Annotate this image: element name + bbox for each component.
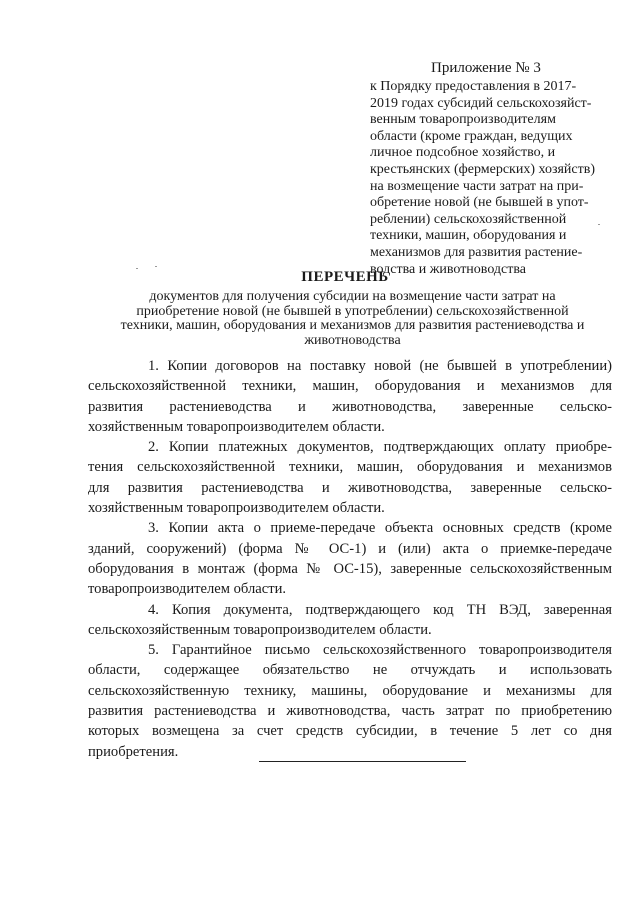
item-line: хозяйственным товаропроизводителем области.	[88, 500, 385, 517]
item-line: 4. Копия документа, подтверждающего код ТН ВЭД, заверенная	[148, 601, 612, 618]
document-title: ПЕРЕЧЕНЬ	[301, 269, 389, 285]
appendix-ref-line: техники, машин, оборудования и	[370, 228, 567, 244]
appendix-title: Приложение № 3	[431, 60, 541, 76]
subtitle-line: документов для получения субсидии на возмещение части затрат на	[149, 289, 556, 304]
subtitle-line: техники, машин, оборудования и механизмов для развития растениеводства и	[120, 318, 585, 333]
appendix-ref-line: механизмов для развития растение-	[370, 244, 583, 260]
item-line: зданий, сооружений) (форма № ОС-1) и (или) акта о приемке-передаче	[88, 540, 612, 557]
item-line: 3. Копии акта о приеме-передаче объекта основных средств (кроме	[148, 520, 612, 537]
closing-rule	[259, 761, 466, 762]
appendix-ref-line: области (кроме граждан, ведущих	[370, 128, 573, 144]
appendix-ref-line: на возмещение части затрат на при-	[370, 178, 584, 194]
item-line: сельскохозяйственную технику, машины, оборудование и механизмы для	[88, 682, 612, 699]
document-subtitle	[110, 290, 595, 348]
subtitle-line: приобретение новой (не бывшей в употреблении) сельскохозяйственной	[136, 303, 569, 319]
item-line: области, содержащее обязательство не отчуждать и использовать	[88, 662, 612, 679]
appendix-ref-line: к Порядку предоставления в 2017-	[370, 79, 577, 94]
item-line: тения сельскохозяйственной техники, машин, оборудования и механизмов	[88, 459, 612, 476]
item-line: сельскохозяйственной техники, машин, оборудования и механизмов для	[88, 378, 612, 395]
appendix-ref-line: личное подсобное хозяйство, и	[370, 145, 556, 161]
item-line: сельскохозяйственным товаропроизводителем области.	[88, 621, 432, 638]
appendix-ref-line: крестьянских (фермерских) хозяйств)	[370, 161, 596, 177]
item-line: оборудования в монтаж (форма № ОС-15), заверенные сельскохозяйственным	[88, 560, 612, 577]
list-item-5	[88, 640, 612, 762]
item-line: хозяйственным товаропроизводителем области.	[88, 418, 385, 435]
scan-speck	[155, 266, 157, 267]
document-body	[88, 356, 612, 762]
subtitle-line: животноводства	[304, 332, 401, 348]
appendix-ref-line: водства и животноводства	[370, 261, 527, 277]
item-line: 5. Гарантийное письмо сельскохозяйственного товаропроизводителя	[148, 642, 612, 659]
scan-speck	[136, 268, 138, 269]
appendix-ref-line: обретение новой (не бывшей в упот-	[370, 195, 589, 211]
item-line: которых возмещена за счет средств субсидии, в течение 5 лет со дня	[88, 723, 612, 740]
item-line: товаропроизводителем области.	[88, 581, 287, 598]
item-line: приобретения.	[88, 743, 179, 760]
list-item-4	[88, 600, 612, 641]
item-line: 1. Копии договоров на поставку новой (не бывшей в употреблении)	[148, 358, 612, 374]
appendix-ref-line: венным товаропроизводителям	[370, 112, 556, 128]
list-item-3	[88, 518, 612, 599]
item-line: 2. Копии платежных документов, подтверждающих оплату приобре-	[148, 439, 612, 456]
item-line: для развития растениеводства и животноводства, заверенные сельско-	[88, 479, 612, 496]
appendix-reference	[370, 79, 602, 278]
appendix-ref-line: 2019 годах субсидий сельскохозяйст-	[370, 95, 592, 111]
list-item-1	[88, 356, 612, 437]
item-line: развития растениеводства и животноводства, заверенные сельско-	[88, 398, 612, 415]
item-line: развития растениеводства и животноводства, часть затрат по приобретению	[88, 703, 612, 720]
list-item-2	[88, 437, 612, 518]
appendix-ref-line: реблении) сельскохозяйственной	[370, 211, 567, 227]
scan-speck	[598, 224, 600, 225]
